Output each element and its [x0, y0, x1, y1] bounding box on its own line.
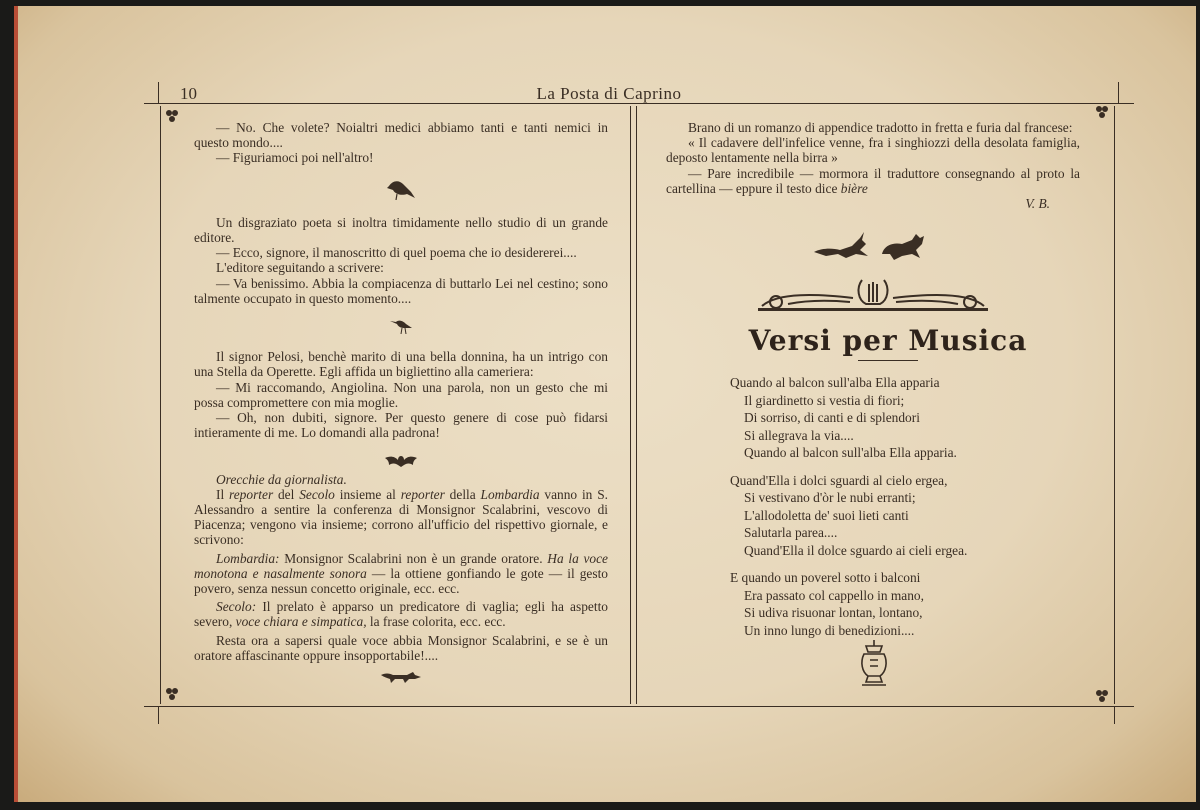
left-column	[194, 120, 608, 688]
anecdote-pelosi	[194, 349, 608, 440]
page-number: 10	[180, 84, 197, 103]
poem-title: Versi per Musica	[748, 324, 1028, 357]
page-header	[18, 84, 1200, 104]
paragraph: « Il cadavere dell'infelice venne, fra i singhiozzi della desolata famiglia, deposto lentamente nella birra »	[666, 135, 1080, 166]
paragraph: — No. Che volete? Noialtri medici abbiamo tanti e tanti nemici in questo mondo....	[194, 120, 608, 151]
header-tick-right	[1118, 82, 1119, 104]
bird-icon	[385, 176, 417, 200]
bat-ornament	[194, 452, 608, 471]
stanza-1	[730, 374, 1090, 462]
clover-corner-icon	[1094, 104, 1110, 120]
paragraph: — Figuriamoci poi nell'altro!	[216, 150, 374, 166]
poem	[730, 374, 1090, 649]
verse-line: Quando al balcon sull'alba Ella apparia	[730, 375, 940, 390]
paragraph: L'editore seguitando a scrivere:	[216, 260, 384, 276]
paragraph: — Oh, non dubiti, signore. Per questo genere di cose può fidarsi intieramente di me. Lo domandi alla padrona!	[194, 410, 608, 441]
verse-line: Quando al balcon sull'alba Ella apparia.	[744, 445, 957, 460]
footer-rule	[144, 706, 1134, 707]
frame-left	[160, 106, 161, 704]
paragraph: Resta ora a sapersi quale voce abbia Monsignor Scalabrini, e se è un oratore affascinante oppure insopportabile!....	[194, 632, 608, 663]
paragraph: Brano di un romanzo di appendice tradotto in fretta e furia dal francese:	[688, 120, 1073, 135]
monkey-cat-icon	[812, 228, 930, 262]
paragraph: — Mi raccomando, Angiolina. Non una parola, non un gesto che mi possa compromettere con mia moglie.	[194, 379, 608, 410]
article-heading: Orecchie da giornalista.	[216, 471, 347, 487]
heron-icon	[388, 316, 414, 334]
header-rule	[144, 103, 1134, 104]
anecdote-translation	[666, 120, 1080, 211]
paragraph: Lombardia: Monsignor Scalabrini non è un grande oratore. Ha la voce monotona e nasalmente sonora — la ottiene gonfiando le gote — il gesto povero, senza nessun concetto originale, ecc. ecc.	[194, 550, 608, 597]
paragraph: — Va benissimo. Abbia la compiacenza di buttarlo Lei nel cestino; sono talmente occupato in questo momento....	[194, 275, 608, 306]
verse-line: Era passato col cappello in mano,	[744, 587, 924, 603]
footer-tick-right	[1114, 706, 1115, 724]
verse-line: Quand'Ella il dolce sguardo ai cieli ergea.	[744, 542, 968, 558]
clover-corner-icon	[164, 686, 180, 702]
fox-ornament	[194, 669, 608, 688]
paragraph: — Ecco, signore, il manoscritto di quel poema che io desidererei....	[216, 245, 577, 261]
clover-corner-icon	[1094, 688, 1110, 704]
verse-line: Il giardinetto si vestia di fiori;	[744, 392, 905, 408]
bird-ornament	[194, 176, 608, 203]
lyre-scroll-icon	[758, 274, 988, 314]
frame-right	[1114, 106, 1115, 704]
paragraph: Secolo: Il prelato è apparso un predicatore di vaglia; egli ha aspetto severo, voce chiara e simpatica, la frase colorita, ecc. ecc.	[194, 599, 608, 630]
fox-icon	[379, 669, 423, 685]
right-column	[666, 120, 1080, 211]
bat-icon	[384, 452, 418, 468]
stanza-2	[730, 472, 1090, 560]
verse-line: Si allegrava la via....	[744, 427, 854, 443]
column-divider-2	[636, 106, 637, 704]
footer-tick-left	[158, 706, 159, 724]
newspaper-page	[14, 6, 1196, 802]
running-title: La Posta di Caprino	[536, 84, 682, 103]
verse-line: Di sorriso, di canti e di splendori	[744, 410, 920, 425]
paragraph: Il signor Pelosi, benchè marito di una bella donnina, ha un intrigo con una Stella da Operette. Egli affida un bigliettino alla cameriera:	[194, 349, 608, 380]
header-tick-left	[158, 82, 159, 104]
paragraph: Un disgraziato poeta si inoltra timidamente nello studio di un grande editore.	[194, 214, 608, 246]
signature: V. B.	[1025, 196, 1050, 212]
verse-line: Quand'Ella i dolci sguardi al cielo ergea,	[730, 472, 948, 488]
vase-icon	[856, 638, 892, 688]
poem-title-underline	[858, 360, 918, 361]
verse-line: Un inno lungo di benedizioni....	[744, 622, 915, 638]
verse-line: L'allodoletta de' suoi lieti canti	[744, 507, 909, 523]
verse-line: Si udiva risuonar lontan, lontano,	[744, 605, 923, 620]
clover-corner-icon	[164, 108, 180, 124]
anecdote-poet	[194, 215, 608, 306]
anecdote-doctors	[194, 120, 608, 166]
column-divider	[630, 106, 631, 704]
stanza-3	[730, 569, 1090, 639]
article-journalists	[194, 472, 608, 663]
verse-line: E quando un poverel sotto i balconi	[730, 570, 921, 585]
paragraph: Il reporter del Secolo insieme al reporter della Lombardia vanno in S. Alessandro a sentire la conferenza di Monsignor Scalabrini, vescovo di Piacenza; vengono via insieme; corrono all'ufficio del rispettivo giornale, e scrivono:	[194, 486, 608, 548]
verse-line: Salutarla parea....	[744, 525, 838, 540]
heron-ornament	[194, 316, 608, 337]
verse-line: Si vestivano d'òr le nubi erranti;	[744, 490, 916, 505]
paragraph: — Pare incredibile — mormora il traduttore consegnando al proto la cartellina — eppure il testo dice bière	[666, 165, 1080, 196]
